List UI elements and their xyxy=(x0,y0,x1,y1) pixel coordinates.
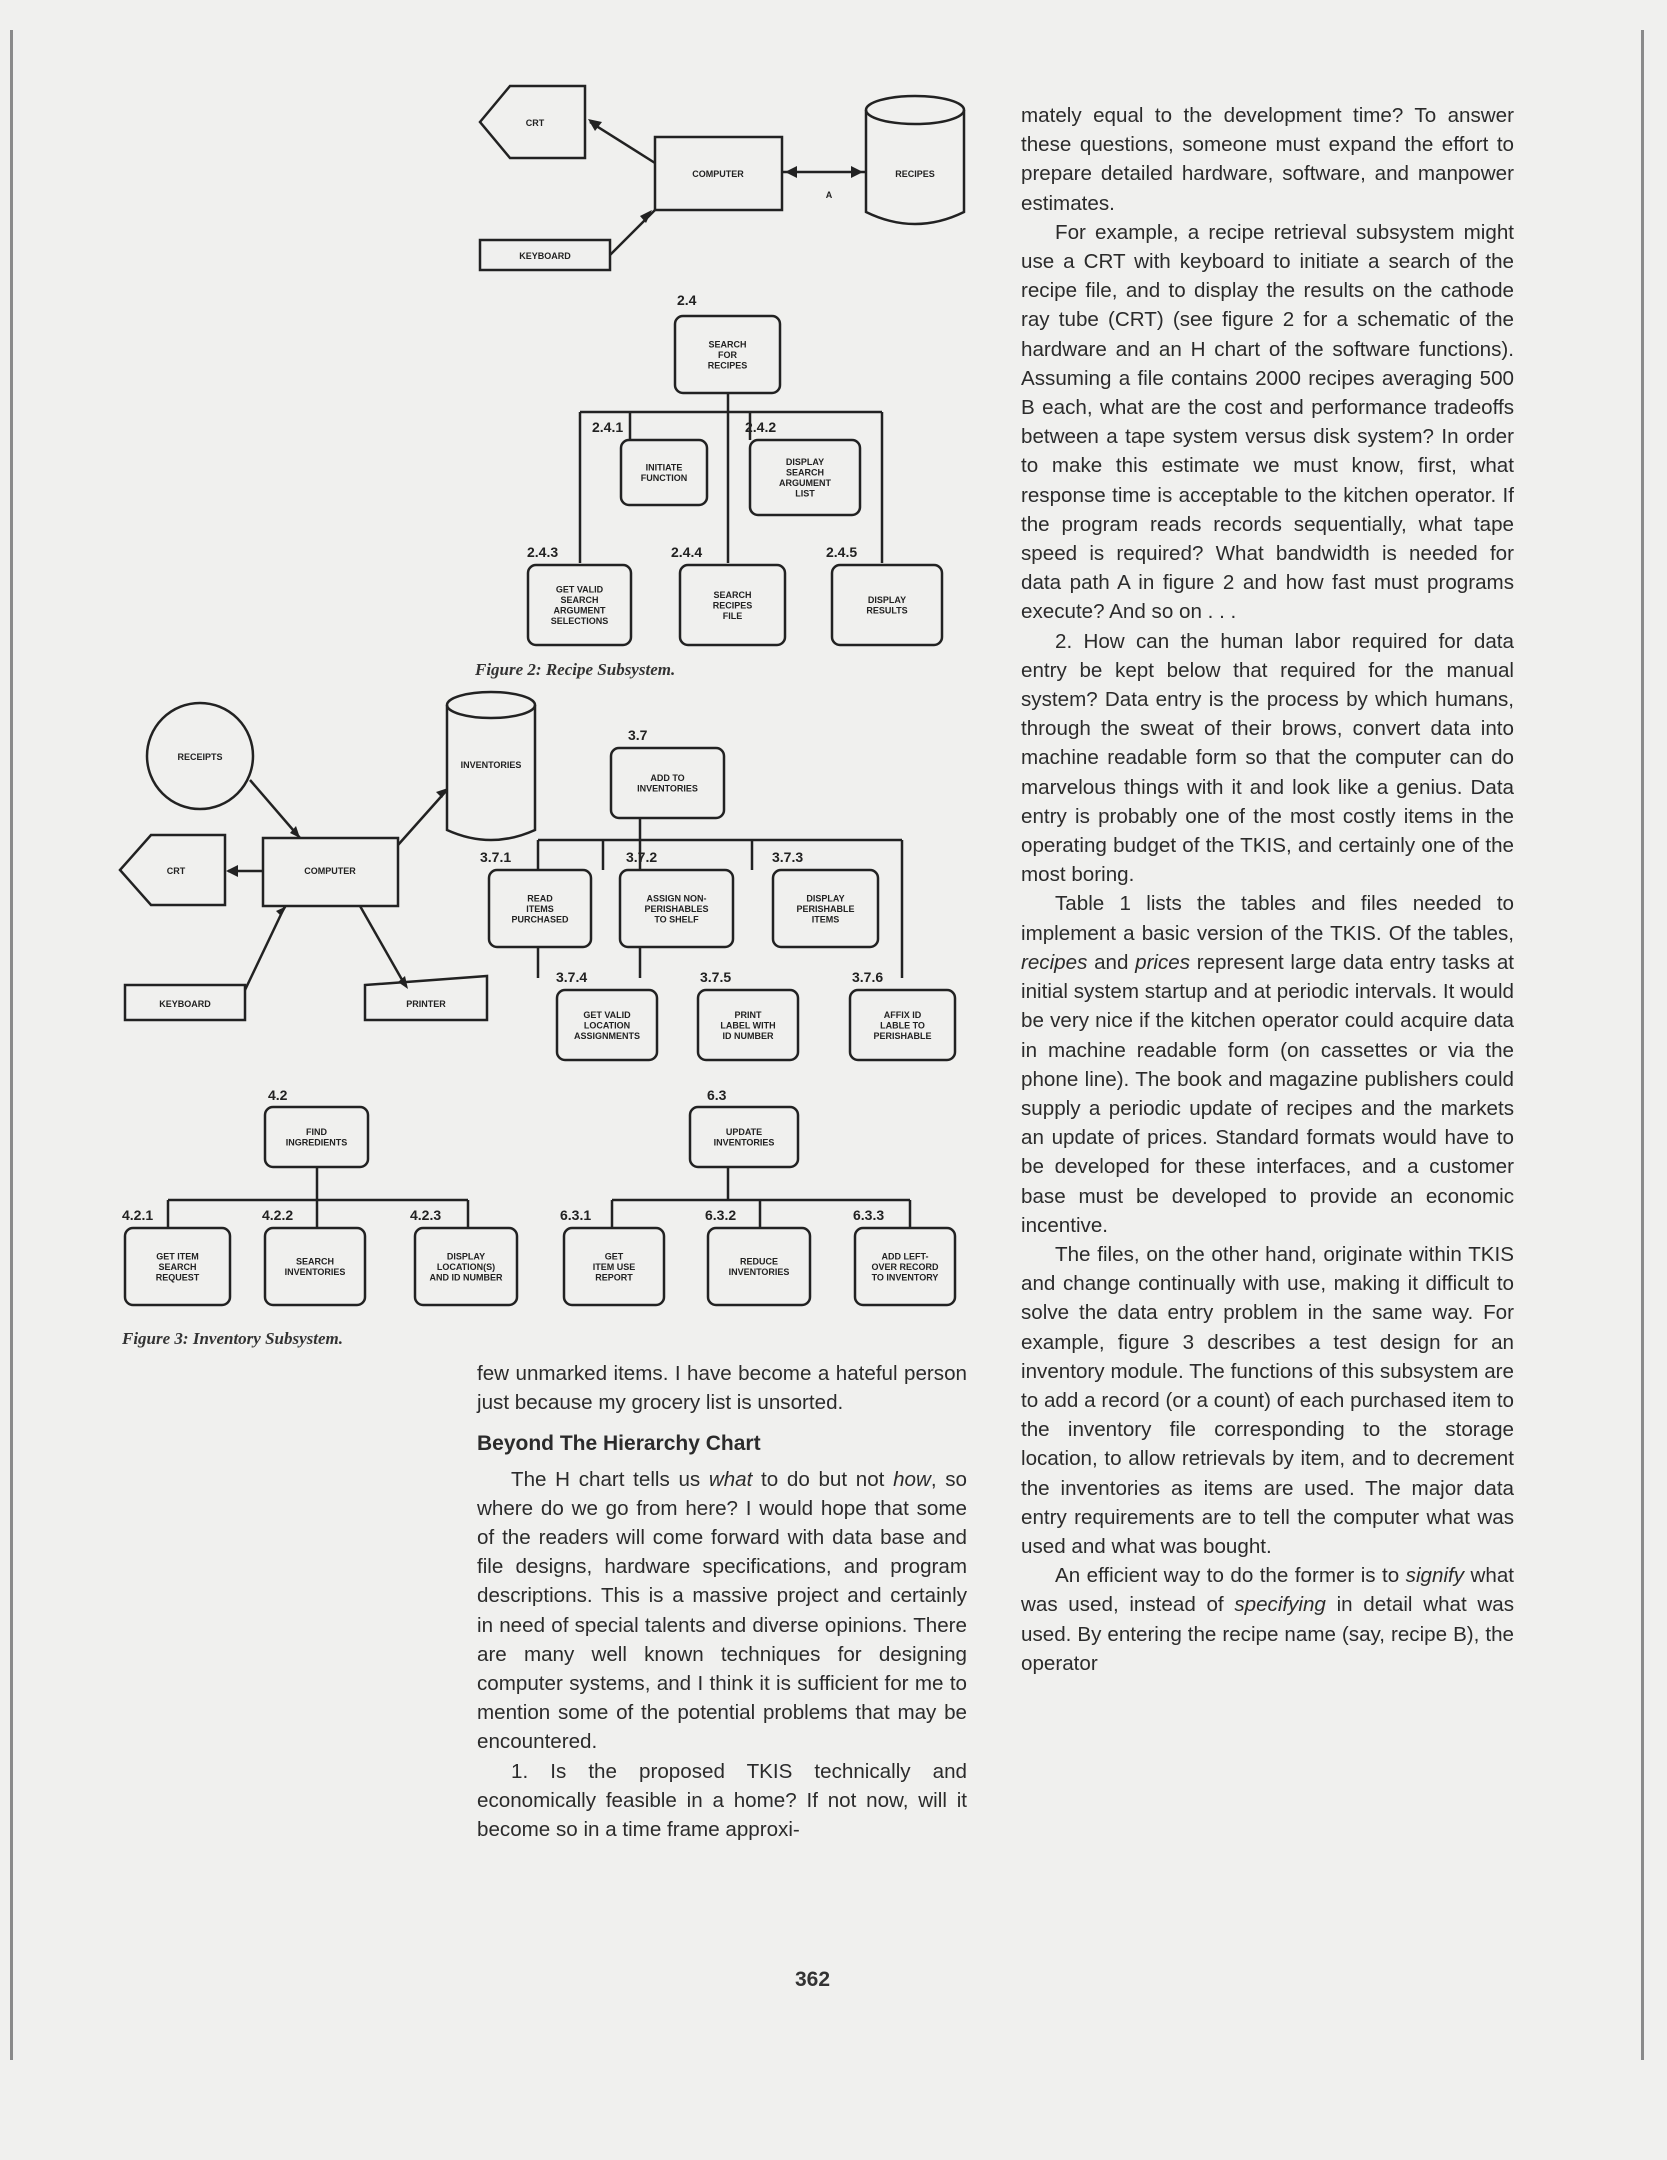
section-heading: Beyond The Hierarchy Chart xyxy=(477,1432,761,1456)
figure3-chart37-child-2-label: ASSIGN NON-PERISHABLES TO SHELF xyxy=(644,893,709,925)
figure2-caption: Figure 2: Recipe Subsystem. xyxy=(475,660,676,679)
figure3-chart37-child-5-label: PRINT LABEL WITH ID NUMBER xyxy=(720,1009,776,1041)
figure2-chart-child-2-number: 2.4.2 xyxy=(745,419,777,435)
figure3-chart63-child-3-number: 6.3.3 xyxy=(853,1207,885,1223)
figure2-chart-child-3-number: 2.4.3 xyxy=(527,544,559,560)
middle-column xyxy=(477,1359,967,1844)
fig2-computer-label: COMPUTER xyxy=(692,169,744,179)
figure3-chart37-child-3-label: DISPLAY PERISHABLE ITEMS xyxy=(796,893,855,925)
right-paragraph-3: 2. How can the human labor required for data entry be kept below that required for the manual system? Data entry is the process by which humans, through the sweat of their brows, convert data into machine readable form so that the computer can do marvelous things with it and look like a genius. Data entry is probably one of the most costly items in the operating budget of the TKIS, and certainly one of the most boring. xyxy=(1021,629,1514,887)
middle-paragraph-2: The H chart tells us what to do but not how, so where do we go from here? I would hope that some of the readers will come forward with data base and file designs, hardware specifications, and program descriptions. This is a massive project and certainly in need of special talents and diverse opinions. There are many well known techniques for designing computer systems, and I think it is sufficient for me to mention some of the potential problems that may be encountered. xyxy=(477,1467,967,1754)
figure3-chart37-child-1-number: 3.7.1 xyxy=(480,849,512,865)
fig3-inventories-cylinder xyxy=(447,705,535,840)
right-column xyxy=(1021,101,1514,1678)
fig3-crt-label: CRT xyxy=(166,866,186,876)
page-number: 362 xyxy=(795,1968,831,1991)
figure3-caption: Figure 3: Inventory Subsystem. xyxy=(122,1329,344,1348)
fig3-printer-label: PRINTER xyxy=(406,999,446,1009)
fig2-recipes-cylinder xyxy=(866,110,964,224)
figure3-chart37-child-4-number: 3.7.4 xyxy=(556,969,588,985)
figure3-chart42-child-1-number: 4.2.1 xyxy=(122,1207,154,1223)
fig2-recipes-cylinder-top xyxy=(866,96,964,124)
right-paragraph-5: The files, on the other hand, originate within TKIS and change continually with use, making it difficult to solve the data entry problem in the same way. For example, figure 3 describes a test design for an inventory module. The functions of this subsystem are to add a record (or a count) of each purchased item to the inventory file corresponding to the storage location, to allow retrievals by item, and to decrement the inventories as items are used. The major data entry requirements are to tell the computer what was used and what was bought. xyxy=(1021,1242,1514,1558)
figure3-chart37-child-6-number: 3.7.6 xyxy=(852,969,884,985)
figure3-chart42-child-2-number: 4.2.2 xyxy=(262,1207,294,1223)
right-paragraph-1: mately equal to the development time? To answer these questions, someone must expand the effort to prepare detailed hardware, software, and manpower estimates. xyxy=(1021,104,1514,215)
figure2-chart-child-4-number: 2.4.4 xyxy=(671,544,703,560)
fig2-path-a-label: A xyxy=(825,190,833,200)
figure3-chart63-child-3-label: ADD LEFT-OVER RECORD TO INVENTORY xyxy=(871,1251,939,1283)
figure3-chart42-child-2-label: SEARCH INVENTORIES xyxy=(284,1256,346,1277)
middle-paragraph-1: few unmarked items. I have become a hateful person just because my grocery list is unsorted. xyxy=(477,1362,967,1415)
right-paragraph-4: Table 1 lists the tables and files needed to implement a basic version of the TKIS. Of the tables, recipes and prices represent large data entry tasks at initial system startup and at periodic intervals. It would be very nice if the kitchen operator could acquire data in machine readable form (on cassettes or via the phone line). The book and magazine publishers could supply a periodic update of recipes and the markets an update of prices. Standard formats would have to be developed for these interfaces, and a customer base must be developed to provide an economic incentive. xyxy=(1021,892,1514,1237)
fig3-keyboard-label: KEYBOARD xyxy=(159,999,211,1009)
fig3-inventories-label: INVENTORIES xyxy=(460,760,522,770)
figure2-chart-child-5-label: DISPLAY RESULTS xyxy=(866,595,908,616)
fig3-printer-shape xyxy=(365,976,487,1020)
figure3-chart37-child-1-label: READ ITEMS PURCHASED xyxy=(511,893,569,925)
figure3-chart42-root-number: 4.2 xyxy=(268,1087,288,1103)
figure3-chart63-root-number: 6.3 xyxy=(707,1087,727,1103)
figure2-chart-child-3-label: GET VALID SEARCH ARGUMENT SELECTIONS xyxy=(550,584,609,626)
figure3-chart42-child-1-label: GET ITEM SEARCH REQUEST xyxy=(155,1251,200,1283)
fig3-inventories-cylinder-top xyxy=(447,692,535,718)
figure3-chart63-child-2-number: 6.3.2 xyxy=(705,1207,737,1223)
figure2-chart-child-2-label: DISPLAY SEARCH ARGUMENT LIST xyxy=(779,457,831,499)
figure3-chart37-root-label: ADD TO INVENTORIES xyxy=(637,773,698,794)
figure3-chart63-root-label: UPDATE INVENTORIES xyxy=(713,1127,775,1148)
figure3-chart37-child-4-label: GET VALID LOCATION ASSIGNMENTS xyxy=(573,1009,641,1041)
fig2-keyboard-label: KEYBOARD xyxy=(519,251,571,261)
figure2-chart-root-label: SEARCH FOR RECIPES xyxy=(707,339,748,371)
figure3-chart42-child-3-label: DISPLAY LOCATION(S) AND ID NUMBER xyxy=(429,1251,503,1283)
figure3-chart37-root-number: 3.7 xyxy=(628,727,648,743)
figure3-chart63-child-1-label: GET ITEM USE REPORT xyxy=(592,1251,636,1283)
figure3-chart42-root-label: FIND INGREDIENTS xyxy=(285,1127,348,1148)
fig3-computer-label: COMPUTER xyxy=(304,866,356,876)
fig2-crt-label: CRT xyxy=(525,118,545,128)
figure3-chart37-child-3-number: 3.7.3 xyxy=(772,849,804,865)
figure2-chart-child-4-label: SEARCH RECIPES FILE xyxy=(712,589,753,621)
figure3-chart37-child-5-number: 3.7.5 xyxy=(700,969,732,985)
figure3-chart42-child-3-number: 4.2.3 xyxy=(410,1207,442,1223)
figure3-chart63-child-2-label: REDUCE INVENTORIES xyxy=(728,1256,790,1277)
right-paragraph-6: An efficient way to do the former is to signify what was used, instead of specifying in detail what was used. By entering the recipe name (say, recipe B), the operator xyxy=(1021,1564,1514,1675)
figure2-chart-child-1-number: 2.4.1 xyxy=(592,419,624,435)
figure2-chart-root-number: 2.4 xyxy=(677,292,697,308)
figure2-chart-child-1-label: INITIATE FUNCTION xyxy=(640,462,688,483)
figure3-chart37-child-2-number: 3.7.2 xyxy=(626,849,658,865)
right-paragraph-2: For example, a recipe retrieval subsystem might use a CRT with keyboard to initiate a search of the recipe file, and to display the results on the cathode ray tube (CRT) (see figure 2 for a schematic of the hardware and an H chart of the software functions). Assuming a file contains 2000 recipes averaging 500 B each, what are the cost and performance tradeoffs between a tape system versus disk system? In order to make this estimate we must know, first, what response time is acceptable to the kitchen operator. If the program reads records sequentially, what tape speed is required? What bandwidth is needed for data path A in figure 2 and how fast must programs execute? And so on . . . xyxy=(1021,220,1514,624)
figure3-chart37-child-6-label: AFFIX ID LABLE TO PERISHABLE xyxy=(873,1009,932,1041)
figure3-chart63-child-1-number: 6.3.1 xyxy=(560,1207,592,1223)
fig2-recipes-label: RECIPES xyxy=(895,169,935,179)
middle-paragraph-3: 1. Is the proposed TKIS technically and economically feasible in a home? If not now, will it become so in a time frame approxi- xyxy=(477,1759,967,1842)
fig3-receipts-label: RECEIPTS xyxy=(177,752,223,762)
figure2-chart-child-5-number: 2.4.5 xyxy=(826,544,858,560)
